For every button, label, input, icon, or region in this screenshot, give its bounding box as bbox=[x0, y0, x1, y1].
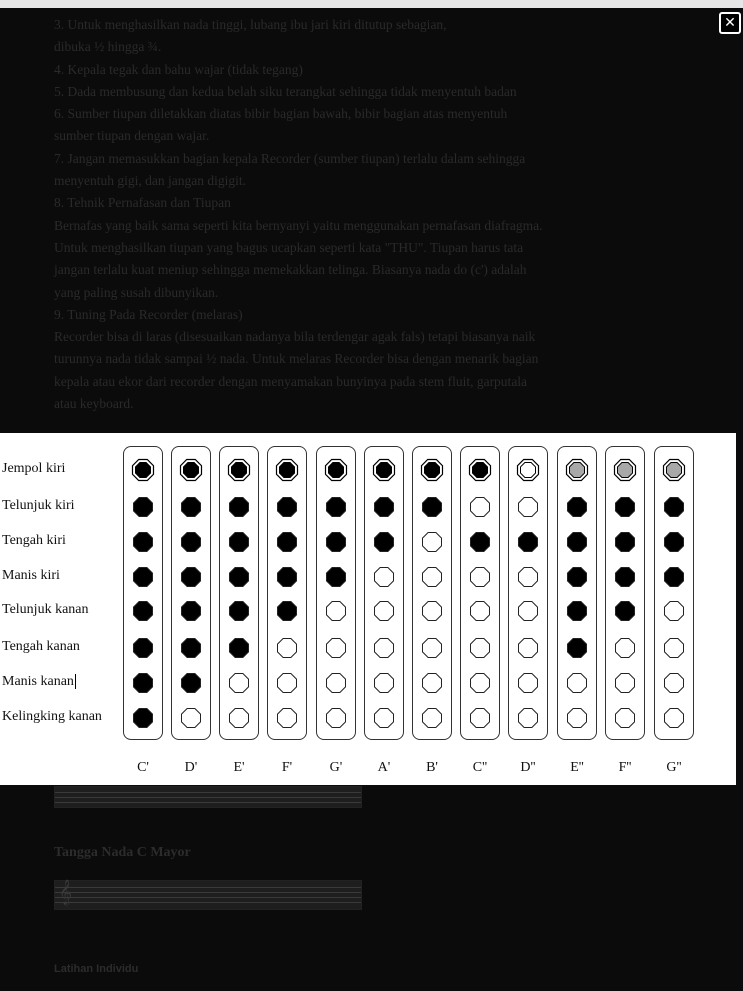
hole-open-icon bbox=[276, 672, 298, 694]
finger-label-text: Manis kiri bbox=[2, 568, 60, 583]
hole-half-icon bbox=[565, 458, 589, 482]
finger-label-text: Tengah kiri bbox=[2, 533, 66, 548]
fingering-column bbox=[123, 446, 163, 740]
hole-closed-icon bbox=[228, 531, 250, 553]
note-label: C' bbox=[137, 760, 149, 775]
fingering-column bbox=[654, 446, 694, 740]
hole-open-icon bbox=[421, 600, 443, 622]
article-line: 3. Untuk menghasilkan nada tinggi, lubang ibu jari kiri ditutup sebagian, bbox=[54, 17, 447, 32]
hole-open-icon bbox=[469, 672, 491, 694]
hole-closed-icon bbox=[372, 458, 396, 482]
hole-closed-icon bbox=[373, 531, 395, 553]
hole-open-icon bbox=[373, 672, 395, 694]
hole-closed-icon bbox=[421, 496, 443, 518]
hole-open-icon bbox=[614, 707, 636, 729]
fingering-column bbox=[316, 446, 356, 740]
article-line: Recorder bisa di laras (disesuaikan nadanya bila terdengar agak fals) tetapi biasanya naik bbox=[54, 329, 536, 345]
fingering-column bbox=[605, 446, 645, 740]
article-line: 6. Sumber tiupan diletakkan diatas bibir bagian bawah, bibir bagian atas menyentuh bbox=[54, 106, 508, 122]
hole-closed-icon bbox=[228, 496, 250, 518]
finger-label bbox=[2, 459, 65, 479]
hole-open-icon bbox=[517, 707, 539, 729]
hole-open-icon bbox=[517, 566, 539, 588]
hole-open-icon bbox=[614, 672, 636, 694]
hole-open-icon bbox=[663, 707, 685, 729]
hole-closed-icon bbox=[324, 458, 348, 482]
hole-open-icon bbox=[325, 600, 347, 622]
hole-closed-icon bbox=[276, 496, 298, 518]
hole-closed-icon bbox=[663, 531, 685, 553]
hole-open-icon bbox=[373, 637, 395, 659]
hole-closed-icon bbox=[180, 600, 202, 622]
hole-closed-icon bbox=[228, 637, 250, 659]
hole-open-icon bbox=[228, 707, 250, 729]
hole-closed-icon bbox=[663, 566, 685, 588]
article-line: turunnya nada tidak sampai ½ nada. Untuk melaras Recorder bisa dengan menarik bagian bbox=[54, 351, 539, 367]
hole-open-icon bbox=[663, 600, 685, 622]
hole-open-icon bbox=[228, 672, 250, 694]
hole-closed-icon bbox=[132, 496, 154, 518]
hole-closed-icon bbox=[325, 531, 347, 553]
hole-open-icon bbox=[469, 600, 491, 622]
hole-closed-icon bbox=[566, 600, 588, 622]
hole-open-icon bbox=[276, 707, 298, 729]
hole-open-icon bbox=[373, 566, 395, 588]
hole-closed-icon bbox=[132, 566, 154, 588]
finger-label-text: Telunjuk kiri bbox=[2, 498, 75, 513]
hole-open-icon bbox=[469, 707, 491, 729]
note-label: F' bbox=[281, 760, 293, 775]
finger-label bbox=[2, 600, 89, 620]
hole-closed-icon bbox=[566, 637, 588, 659]
hole-closed-icon bbox=[131, 458, 155, 482]
note-label: A' bbox=[377, 760, 391, 775]
hole-closed-icon bbox=[180, 637, 202, 659]
hole-half-icon bbox=[662, 458, 686, 482]
close-button[interactable]: ✕ bbox=[719, 12, 741, 34]
article-line: jangan terlalu kuat meniup sehingga memekakkan telinga. Biasanya nada do (c') adalah bbox=[54, 262, 527, 278]
hole-open-icon bbox=[469, 637, 491, 659]
hole-closed-icon bbox=[180, 672, 202, 694]
hole-open-icon bbox=[517, 672, 539, 694]
finger-label-text: Telunjuk kanan bbox=[2, 602, 89, 617]
hole-closed-icon bbox=[132, 531, 154, 553]
finger-label bbox=[2, 566, 60, 586]
hole-closed-icon bbox=[132, 672, 154, 694]
hole-open-icon bbox=[325, 637, 347, 659]
article-line: Bernafas yang baik sama seperti kita bernyanyi yaitu menggunakan pernafasan diafragma. bbox=[54, 217, 543, 233]
fingering-column bbox=[364, 446, 404, 740]
hole-closed-icon bbox=[566, 496, 588, 518]
hole-open-icon bbox=[566, 672, 588, 694]
hole-open-icon bbox=[469, 496, 491, 518]
hole-open-icon bbox=[663, 637, 685, 659]
hole-open-icon bbox=[517, 637, 539, 659]
hole-open-icon bbox=[276, 637, 298, 659]
hole-closed-icon bbox=[325, 496, 347, 518]
top-bar bbox=[0, 0, 743, 8]
article-line: atau keyboard. bbox=[54, 396, 134, 412]
article-line: dibuka ½ hingga ¾. bbox=[54, 39, 162, 55]
finger-label bbox=[2, 637, 80, 657]
finger-label-text: Jempol kiri bbox=[2, 461, 66, 476]
hole-closed-icon bbox=[180, 531, 202, 553]
article-line: 5. Dada membusung dan kedua belah siku terangkat sehingga tidak menyentuh badan bbox=[54, 83, 517, 99]
fingering-column bbox=[412, 446, 452, 740]
note-label: C'' bbox=[472, 760, 488, 775]
hole-closed-icon bbox=[614, 496, 636, 518]
hole-open-icon bbox=[325, 707, 347, 729]
finger-label bbox=[2, 672, 76, 692]
fingering-column bbox=[557, 446, 597, 740]
hole-closed-icon bbox=[276, 566, 298, 588]
hole-closed-icon bbox=[276, 531, 298, 553]
hole-closed-icon bbox=[325, 566, 347, 588]
hole-open-icon bbox=[373, 707, 395, 729]
hole-closed-icon bbox=[179, 458, 203, 482]
hole-open-icon bbox=[469, 566, 491, 588]
hole-closed-icon bbox=[132, 707, 154, 729]
hole-closed-icon bbox=[180, 566, 202, 588]
fingering-column bbox=[171, 446, 211, 740]
hole-open-icon bbox=[421, 707, 443, 729]
hole-closed-icon bbox=[566, 531, 588, 553]
hole-closed-icon bbox=[228, 566, 250, 588]
hole-open-icon bbox=[180, 707, 202, 729]
article-line: kepala atau ekor dari recorder dengan menyamakan bunyinya pada stem fluit, garputala bbox=[54, 373, 528, 389]
finger-label-text: Tengah kanan bbox=[2, 639, 80, 654]
article-line: 9. Tuning Pada Recorder (melaras) bbox=[54, 306, 243, 322]
note-label: D'' bbox=[520, 760, 536, 775]
hole-open-icon bbox=[421, 637, 443, 659]
fingering-column bbox=[219, 446, 259, 740]
note-label: D' bbox=[184, 760, 198, 775]
note-label: G'' bbox=[666, 760, 682, 775]
section-heading: Tangga Nada C Mayor bbox=[54, 845, 191, 860]
finger-label bbox=[2, 531, 66, 551]
footer-heading: Latihan Individu bbox=[54, 963, 139, 975]
hole-open-icon bbox=[421, 672, 443, 694]
article-line: yang paling susah dibunyikan. bbox=[54, 284, 219, 300]
note-label: E'' bbox=[570, 760, 584, 775]
note-label: F'' bbox=[618, 760, 632, 775]
text-cursor bbox=[75, 674, 76, 689]
note-label: G' bbox=[329, 760, 343, 775]
hole-open-icon bbox=[517, 496, 539, 518]
hole-open-icon bbox=[663, 672, 685, 694]
hole-open-icon bbox=[516, 458, 540, 482]
article-text bbox=[54, 14, 624, 415]
treble-clef-icon: 𝄞 bbox=[59, 880, 73, 905]
note-label: E' bbox=[233, 760, 245, 775]
article-line: menyentuh gigi, dan jangan digigit. bbox=[54, 173, 246, 189]
hole-open-icon bbox=[421, 531, 443, 553]
hole-closed-icon bbox=[227, 458, 251, 482]
fingering-column bbox=[508, 446, 548, 740]
hole-open-icon bbox=[614, 637, 636, 659]
finger-label bbox=[2, 707, 102, 727]
article-line: 4. Kepala tegak dan bahu wajar (tidak tegang) bbox=[54, 61, 303, 77]
note-label: B' bbox=[426, 760, 438, 775]
hole-closed-icon bbox=[663, 496, 685, 518]
hole-closed-icon bbox=[517, 531, 539, 553]
hole-open-icon bbox=[517, 600, 539, 622]
hole-closed-icon bbox=[373, 496, 395, 518]
staff-image-scale bbox=[54, 880, 362, 910]
hole-closed-icon bbox=[614, 566, 636, 588]
hole-closed-icon bbox=[614, 531, 636, 553]
article-line: Untuk menghasilkan tiupan yang bagus ucapkan seperti kata "THU". Tiupan harus tata bbox=[54, 239, 524, 255]
hole-open-icon bbox=[421, 566, 443, 588]
fingering-column bbox=[460, 446, 500, 740]
hole-closed-icon bbox=[132, 600, 154, 622]
hole-open-icon bbox=[566, 707, 588, 729]
finger-label-text: Kelingking kanan bbox=[2, 709, 102, 724]
hole-closed-icon bbox=[180, 496, 202, 518]
hole-closed-icon bbox=[614, 600, 636, 622]
finger-label bbox=[2, 496, 75, 516]
staff-image-top bbox=[54, 786, 362, 808]
hole-half-icon bbox=[613, 458, 637, 482]
hole-closed-icon bbox=[420, 458, 444, 482]
hole-open-icon bbox=[325, 672, 347, 694]
fingering-column bbox=[267, 446, 307, 740]
finger-label-text: Manis kanan bbox=[2, 674, 74, 689]
hole-closed-icon bbox=[275, 458, 299, 482]
hole-open-icon bbox=[373, 600, 395, 622]
article-line: 7. Jangan memasukkan bagian kepala Recorder (sumber tiupan) terlalu dalam sehingga bbox=[54, 150, 526, 166]
hole-closed-icon bbox=[468, 458, 492, 482]
article-line: sumber tiupan dengan wajar. bbox=[54, 128, 210, 144]
hole-closed-icon bbox=[132, 637, 154, 659]
hole-closed-icon bbox=[566, 566, 588, 588]
hole-closed-icon bbox=[276, 600, 298, 622]
article-line: 8. Tehnik Pernafasan dan Tiupan bbox=[54, 195, 231, 211]
hole-closed-icon bbox=[469, 531, 491, 553]
hole-closed-icon bbox=[228, 600, 250, 622]
